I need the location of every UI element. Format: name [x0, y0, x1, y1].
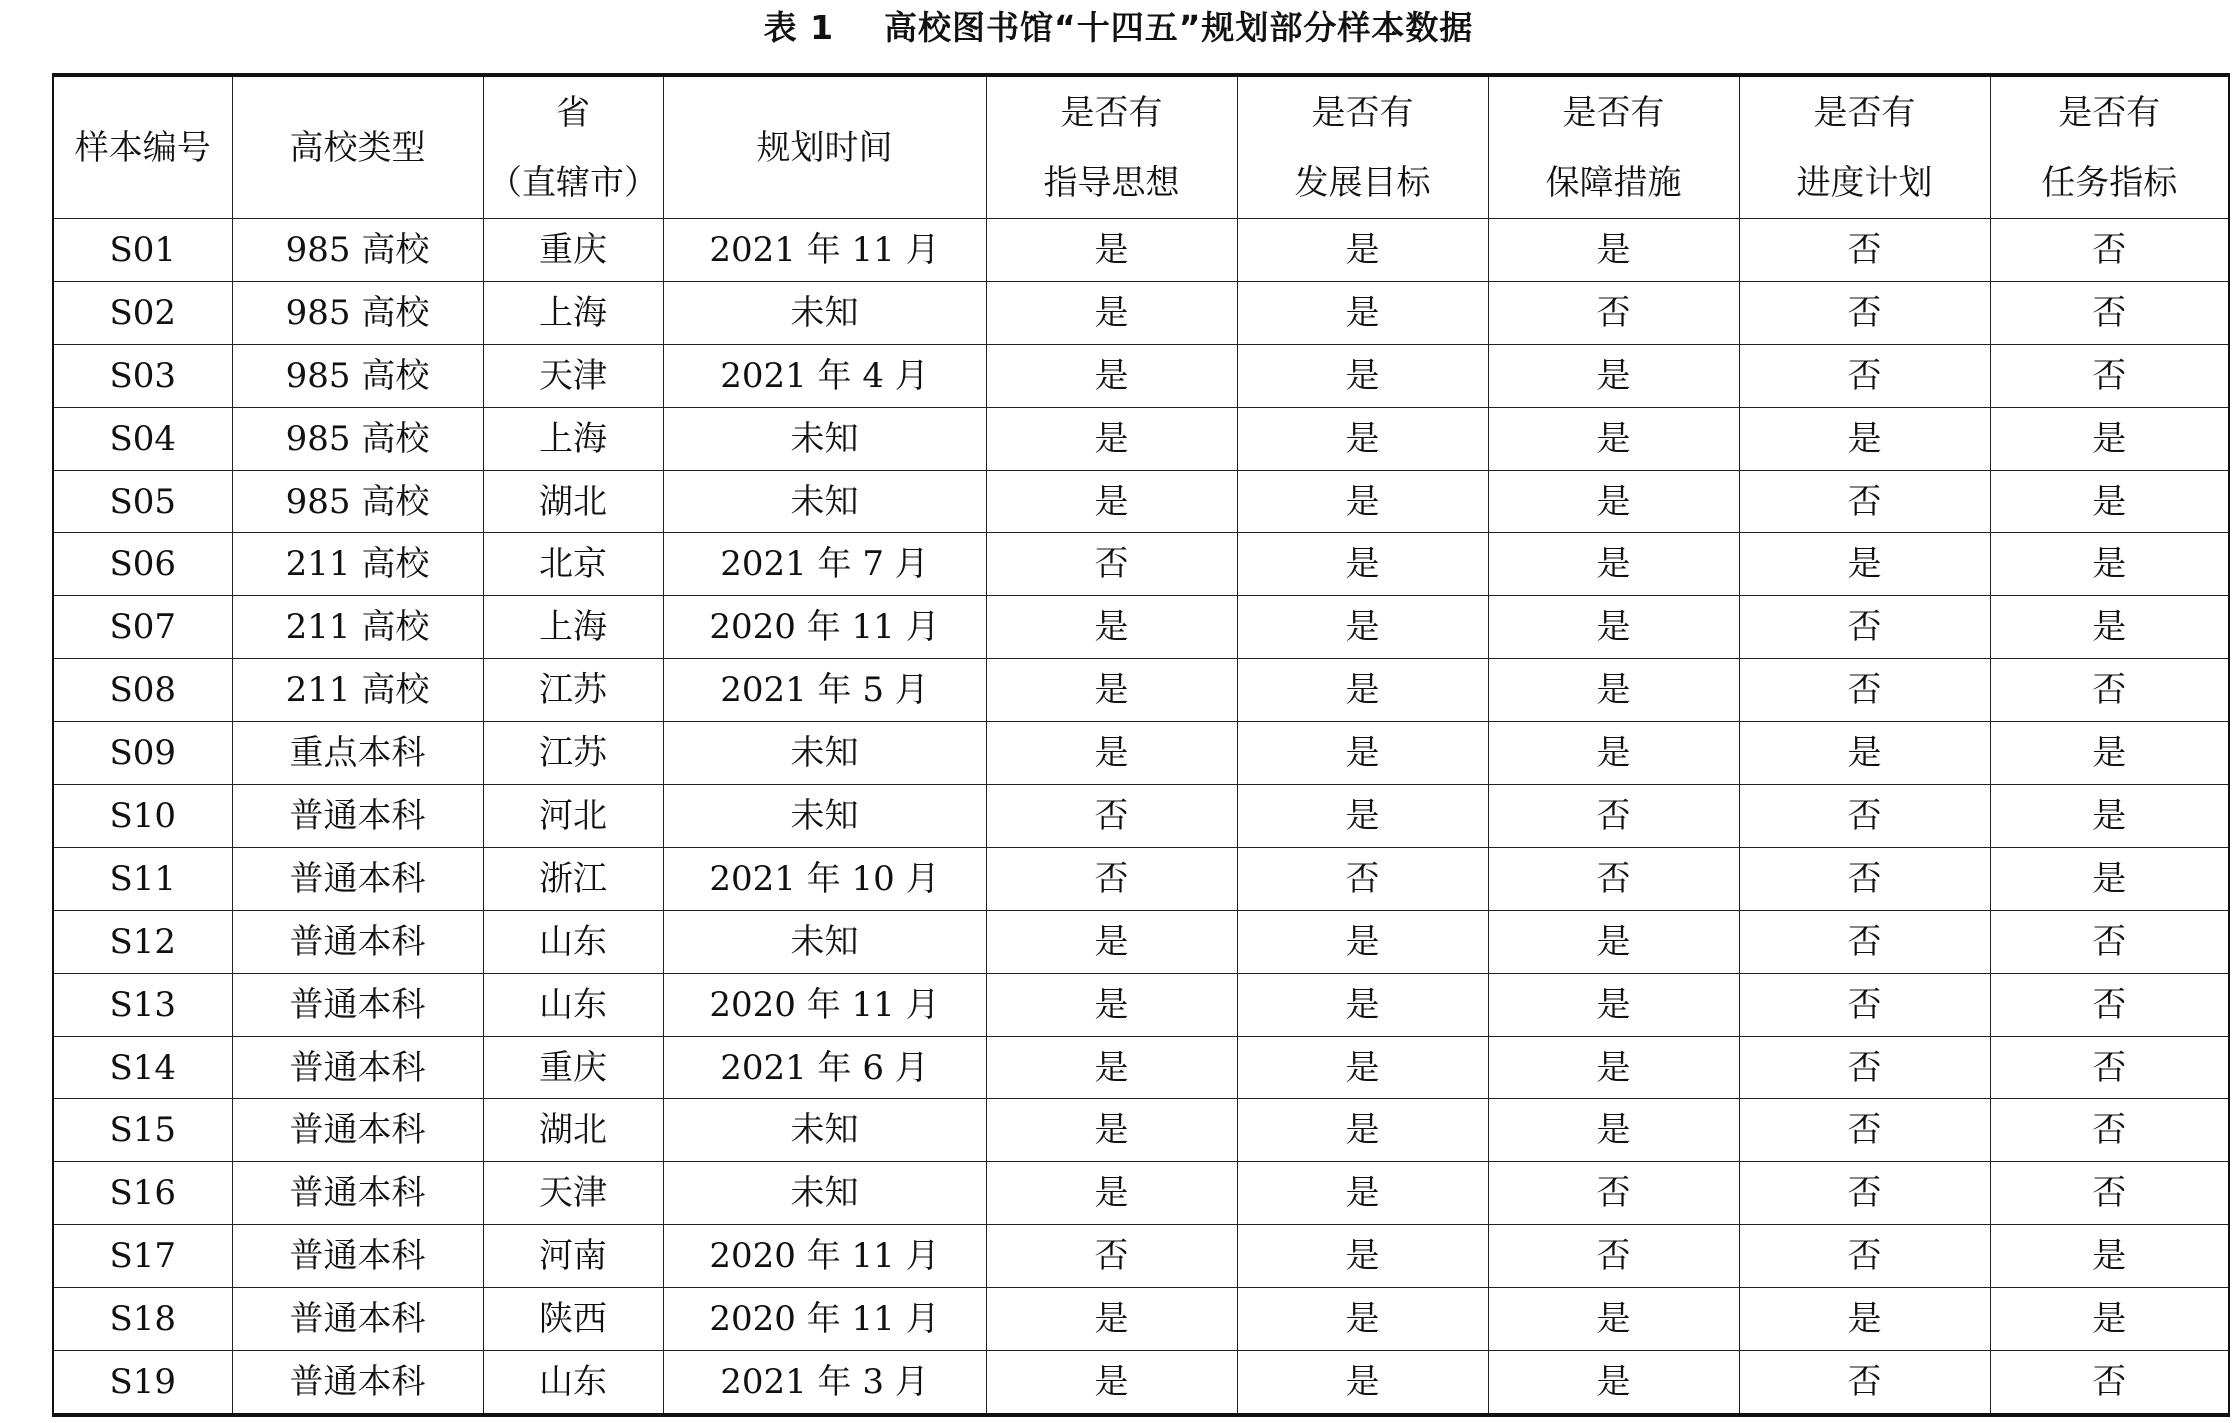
table-cell: 否: [1237, 847, 1488, 910]
table-row: [53, 470, 2229, 533]
table-cell: 上海: [483, 596, 663, 659]
table-row: [53, 847, 2229, 910]
table-cell: 是: [1990, 1225, 2229, 1288]
table-cell: 是: [1488, 910, 1739, 973]
table-cell: 是: [1739, 1288, 1990, 1351]
table-cell: 是: [986, 1036, 1237, 1099]
table-cell: 是: [1237, 1036, 1488, 1099]
table-cell: 上海: [483, 407, 663, 470]
table-cell: 普通本科: [232, 1288, 483, 1351]
table-row: [53, 1099, 2229, 1162]
column-header-1: [53, 75, 232, 219]
table-cell: 否: [1488, 847, 1739, 910]
table-cell: 普通本科: [232, 1162, 483, 1225]
table-cell: 是: [1488, 1099, 1739, 1162]
table-cell: S02: [53, 281, 232, 344]
column-header-8: [1739, 75, 1990, 219]
table-cell: 天津: [483, 1162, 663, 1225]
table-cell: S10: [53, 785, 232, 848]
table-cell: S06: [53, 533, 232, 596]
table-cell: S17: [53, 1225, 232, 1288]
table-cell: 普通本科: [232, 1099, 483, 1162]
table-cell: 否: [1739, 1099, 1990, 1162]
table-row: [53, 1351, 2229, 1415]
table-cell: 否: [1990, 1036, 2229, 1099]
table-cell: 是: [1237, 1099, 1488, 1162]
table-cell: 未知: [663, 722, 986, 785]
table-cell: 未知: [663, 785, 986, 848]
table-row: [53, 344, 2229, 407]
table-cell: 否: [1739, 659, 1990, 722]
table-cell: 上海: [483, 281, 663, 344]
table-cell: 是: [1488, 344, 1739, 407]
table-cell: 985 高校: [232, 281, 483, 344]
table-cell: 是: [986, 281, 1237, 344]
table-cell: 北京: [483, 533, 663, 596]
column-header-line2: （直辖市）: [488, 162, 658, 203]
table-cell: 江苏: [483, 722, 663, 785]
table-cell: 山东: [483, 1351, 663, 1415]
table-cell: 是: [986, 1288, 1237, 1351]
table-cell: 2020 年 11 月: [663, 1288, 986, 1351]
table-cell: 是: [1739, 722, 1990, 785]
column-header-line1: 省: [556, 92, 590, 133]
table-cell: 是: [1990, 847, 2229, 910]
table-cell: 985 高校: [232, 219, 483, 282]
table-cell: 是: [1488, 722, 1739, 785]
table-cell: 河北: [483, 785, 663, 848]
table-cell: 是: [1990, 533, 2229, 596]
table-cell: 未知: [663, 1099, 986, 1162]
table-cell: S18: [53, 1288, 232, 1351]
table-cell: 是: [1990, 470, 2229, 533]
table-cell: 陕西: [483, 1288, 663, 1351]
table-number: 表 1: [763, 8, 835, 47]
table-cell: 否: [1990, 1099, 2229, 1162]
table-cell: 211 高校: [232, 659, 483, 722]
table-cell: 是: [1237, 1288, 1488, 1351]
table-row: [53, 1225, 2229, 1288]
table-cell: 湖北: [483, 470, 663, 533]
column-header-line1: 是否有: [2058, 92, 2161, 133]
table-cell: S11: [53, 847, 232, 910]
table-cell: S01: [53, 219, 232, 282]
table-cell: 211 高校: [232, 533, 483, 596]
table-cell: 否: [986, 1225, 1237, 1288]
table-cell: 普通本科: [232, 1225, 483, 1288]
table-cell: 否: [1488, 281, 1739, 344]
table-cell: 是: [986, 407, 1237, 470]
column-header-line2: 保障措施: [1545, 162, 1682, 203]
table-cell: 2021 年 10 月: [663, 847, 986, 910]
table-cell: 否: [1739, 1036, 1990, 1099]
table-cell: 否: [1739, 785, 1990, 848]
table-row: [53, 281, 2229, 344]
table-cell: 是: [1488, 219, 1739, 282]
column-header-line2: 进度计划: [1796, 162, 1933, 203]
column-header-6: [1237, 75, 1488, 219]
table-cell: 是: [1237, 910, 1488, 973]
table-cell: 未知: [663, 1162, 986, 1225]
table-cell: 是: [1237, 722, 1488, 785]
table-row: [53, 973, 2229, 1036]
table-cell: 重点本科: [232, 722, 483, 785]
column-header-3: [483, 75, 663, 219]
table-body: [53, 219, 2229, 1415]
table-cell: 985 高校: [232, 470, 483, 533]
table-cell: 河南: [483, 1225, 663, 1288]
table-row: [53, 910, 2229, 973]
table-cell: 是: [1237, 470, 1488, 533]
table-cell: 否: [1739, 344, 1990, 407]
table-cell: 是: [986, 722, 1237, 785]
table-cell: 否: [1990, 1351, 2229, 1415]
table-cell: 是: [1237, 533, 1488, 596]
table-cell: 是: [1237, 1225, 1488, 1288]
table-cell: 否: [986, 533, 1237, 596]
table-cell: 是: [1237, 407, 1488, 470]
table-cell: 山东: [483, 910, 663, 973]
table-cell: 重庆: [483, 219, 663, 282]
column-header-line1: 是否有: [1060, 92, 1163, 133]
table-cell: 否: [1739, 1351, 1990, 1415]
table-cell: 是: [986, 973, 1237, 1036]
table-cell: 是: [986, 470, 1237, 533]
column-header-line1: 是否有: [1813, 92, 1916, 133]
table-cell: S13: [53, 973, 232, 1036]
column-header-9: [1990, 75, 2229, 219]
table-cell: 否: [1990, 344, 2229, 407]
table-cell: 否: [1739, 281, 1990, 344]
table-cell: S05: [53, 470, 232, 533]
table-cell: 是: [1488, 1351, 1739, 1415]
table-cell: 2020 年 11 月: [663, 973, 986, 1036]
table-cell: 普通本科: [232, 785, 483, 848]
table-cell: S16: [53, 1162, 232, 1225]
table-cell: 是: [986, 910, 1237, 973]
table-cell: S07: [53, 596, 232, 659]
table-cell: 否: [1739, 1162, 1990, 1225]
column-header-line1: 是否有: [1311, 92, 1414, 133]
table-cell: 否: [1739, 1225, 1990, 1288]
table-cell: 否: [1990, 973, 2229, 1036]
sample-data-table: [52, 73, 2230, 1417]
table-cell: 是: [1237, 659, 1488, 722]
table-cell: 否: [1739, 470, 1990, 533]
table-header-row: [53, 75, 2229, 219]
table-cell: 2021 年 5 月: [663, 659, 986, 722]
column-header-line2: 发展目标: [1294, 162, 1431, 203]
table-cell: 2021 年 6 月: [663, 1036, 986, 1099]
table-cell: 是: [1488, 407, 1739, 470]
table-cell: 否: [1488, 1225, 1739, 1288]
table-row: [53, 407, 2229, 470]
table-cell: 否: [1990, 281, 2229, 344]
table-cell: 2020 年 11 月: [663, 1225, 986, 1288]
table-cell: 是: [1990, 785, 2229, 848]
table-cell: 是: [1739, 407, 1990, 470]
column-header-line1: 样本编号: [74, 127, 211, 168]
table-cell: 普通本科: [232, 973, 483, 1036]
table-cell: 是: [986, 344, 1237, 407]
table-row: [53, 659, 2229, 722]
table-cell: S15: [53, 1099, 232, 1162]
table-row: [53, 1288, 2229, 1351]
table-cell: 是: [1488, 533, 1739, 596]
table-cell: 否: [1739, 973, 1990, 1036]
table-cell: 是: [1237, 1351, 1488, 1415]
table-cell: 是: [1488, 1036, 1739, 1099]
table-cell: S12: [53, 910, 232, 973]
table-row: [53, 596, 2229, 659]
table-cell: 否: [1739, 847, 1990, 910]
table-cell: 未知: [663, 470, 986, 533]
table-cell: 是: [1237, 1162, 1488, 1225]
table-cell: 2021 年 3 月: [663, 1351, 986, 1415]
column-header-5: [986, 75, 1237, 219]
table-cell: 是: [1237, 344, 1488, 407]
table-cell: 普通本科: [232, 1036, 483, 1099]
table-cell: 2021 年 4 月: [663, 344, 986, 407]
table-cell: 普通本科: [232, 910, 483, 973]
column-header-line1: 规划时间: [756, 127, 893, 168]
table-title: 高校图书馆“十四五”规划部分样本数据: [884, 8, 1474, 47]
table-cell: 是: [1488, 1288, 1739, 1351]
table-cell: 是: [1237, 281, 1488, 344]
table-cell: 未知: [663, 281, 986, 344]
table-row: [53, 533, 2229, 596]
table-cell: S04: [53, 407, 232, 470]
table-row: [53, 1162, 2229, 1225]
table-cell: 是: [1990, 407, 2229, 470]
table-cell: 是: [1488, 470, 1739, 533]
table-cell: 是: [986, 596, 1237, 659]
table-row: [53, 785, 2229, 848]
table-cell: 是: [986, 1351, 1237, 1415]
table-cell: 2021 年 11 月: [663, 219, 986, 282]
table-cell: 985 高校: [232, 344, 483, 407]
column-header-4: [663, 75, 986, 219]
table-cell: 否: [1739, 910, 1990, 973]
column-header-line2: 任务指标: [2041, 162, 2178, 203]
table-cell: 是: [1237, 219, 1488, 282]
table-cell: 2021 年 7 月: [663, 533, 986, 596]
table-cell: 是: [1237, 596, 1488, 659]
table-cell: 否: [1990, 659, 2229, 722]
table-cell: 211 高校: [232, 596, 483, 659]
table-cell: 重庆: [483, 1036, 663, 1099]
table-row: [53, 219, 2229, 282]
table-cell: 江苏: [483, 659, 663, 722]
table-cell: 否: [1739, 219, 1990, 282]
table-cell: 山东: [483, 973, 663, 1036]
table-cell: S19: [53, 1351, 232, 1415]
table-cell: 未知: [663, 910, 986, 973]
column-header-line1: 是否有: [1562, 92, 1665, 133]
table-cell: 未知: [663, 407, 986, 470]
column-header-2: [232, 75, 483, 219]
table-cell: 否: [986, 785, 1237, 848]
table-cell: 是: [986, 219, 1237, 282]
table-cell: 是: [1488, 596, 1739, 659]
table-cell: 是: [1990, 1288, 2229, 1351]
table-cell: 否: [1990, 1162, 2229, 1225]
table-cell: 否: [1488, 785, 1739, 848]
table-cell: 是: [1488, 659, 1739, 722]
table-cell: S03: [53, 344, 232, 407]
column-header-line2: 指导思想: [1043, 162, 1180, 203]
table-cell: 普通本科: [232, 1351, 483, 1415]
table-cell: 是: [1488, 973, 1739, 1036]
table-cell: 是: [986, 659, 1237, 722]
table-cell: 浙江: [483, 847, 663, 910]
table-cell: 2020 年 11 月: [663, 596, 986, 659]
table-cell: S09: [53, 722, 232, 785]
table-cell: 天津: [483, 344, 663, 407]
table-cell: 否: [1990, 910, 2229, 973]
table-caption: [0, 0, 2237, 56]
table-cell: 否: [986, 847, 1237, 910]
table-cell: 是: [1990, 722, 2229, 785]
table-cell: S08: [53, 659, 232, 722]
table-cell: S14: [53, 1036, 232, 1099]
table-cell: 普通本科: [232, 847, 483, 910]
column-header-line1: 高校类型: [289, 127, 426, 168]
table-row: [53, 722, 2229, 785]
table-cell: 是: [986, 1099, 1237, 1162]
table-cell: 否: [1990, 219, 2229, 282]
table-cell: 否: [1739, 596, 1990, 659]
table-cell: 是: [1739, 533, 1990, 596]
table-cell: 是: [1990, 596, 2229, 659]
table-cell: 湖北: [483, 1099, 663, 1162]
table-cell: 985 高校: [232, 407, 483, 470]
table-cell: 是: [986, 1162, 1237, 1225]
table-cell: 是: [1237, 973, 1488, 1036]
table-cell: 否: [1488, 1162, 1739, 1225]
column-header-7: [1488, 75, 1739, 219]
table-cell: 是: [1237, 785, 1488, 848]
table-row: [53, 1036, 2229, 1099]
